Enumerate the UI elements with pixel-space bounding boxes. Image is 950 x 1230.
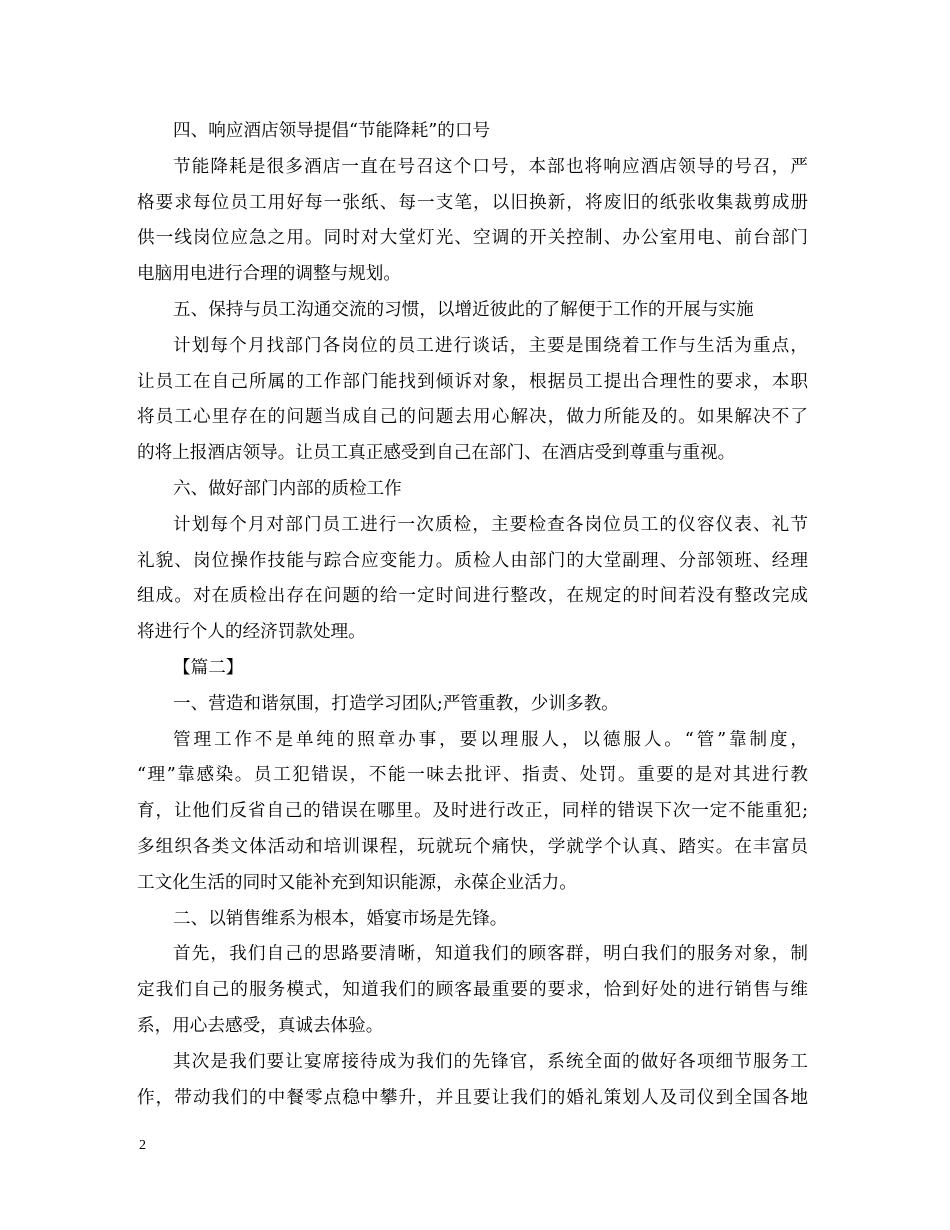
paragraph (137, 155, 808, 298)
text-line: 组成。对在质检出存在问题的给一定时间进行整改，在规定的时间若没有整改完成 (137, 586, 808, 607)
text-line: 电脑用电进行合理的调整与规划。 (137, 264, 401, 285)
text-line: 礼貌、岗位操作技能与踪合应变能力。质检人由部门的大堂副理、分部领班、经理 (137, 550, 808, 571)
text-line: 定我们自己的服务模式，知道我们的顾客最重要的要求，恰到好处的进行销售与维 (137, 980, 808, 1001)
text-line: 将员工心里存在的问题当成自己的问题去用心解决，做力所能及的。如果解决不了 (137, 407, 808, 428)
paragraph (137, 907, 808, 943)
text-line: 五、保持与员工沟通交流的习惯，以增近彼此的了解便于工作的开展与实施 (173, 299, 754, 320)
text-line: 计划每个月找部门各岗位的员工进行谈话，主要是围绕着工作与生活为重点， (173, 335, 808, 356)
text-line: 作，带动我们的中餐零点稳中攀升，并且要让我们的婚礼策划人及司仪到全国各地 (137, 1087, 808, 1108)
text-line: 多组织各类文体活动和培训课程，玩就玩个痛快，学就学个认真、踏实。在丰富员 (137, 836, 808, 857)
paragraph (137, 728, 808, 907)
text-line: 四、响应酒店领导提倡“节能降耗”的口号 (173, 121, 491, 141)
text-line: 一、营造和谐氛围，打造学习团队;严管重教，少训多教。 (173, 693, 619, 714)
text-line: 节能降耗是很多酒店一直在号召这个口号，本部也将响应酒店领导的号召，严 (173, 156, 808, 177)
document-body (137, 119, 808, 1121)
text-line: 二、以销售维系为根本，婚宴市场是先锋。 (173, 908, 508, 929)
paragraph (137, 298, 808, 334)
paragraph (137, 513, 808, 656)
paragraph (137, 942, 808, 1049)
text-line: 计划每个月对部门员工进行一次质检，主要检查各岗位员工的仪容仪表、礼节 (173, 514, 808, 535)
text-line: 管理工作不是单纯的照章办事，要以理服人，以德服人。“管”靠制度， (173, 729, 808, 750)
text-line: “理”靠感染。员工犯错误，不能一味去批评、指责、处罚。重要的是对其进行教 (137, 765, 808, 786)
paragraph (137, 477, 808, 513)
text-line: 将进行个人的经济罚款处理。 (137, 622, 366, 643)
text-line: 首先，我们自己的思路要清晰，知道我们的顾客群，明白我们的服务对象，制 (173, 944, 808, 965)
text-line: 六、做好部门内部的质检工作 (173, 478, 402, 499)
text-line: 格要求每位员工用好每一张纸、每一支笔，以旧换新，将废旧的纸张收集裁剪成册 (137, 192, 808, 213)
text-line: 育，让他们反省自己的错误在哪里。及时进行改正，同样的错误下次一定不能重犯; (137, 801, 808, 822)
text-line: 供一线岗位应急之用。同时对大堂灯光、空调的开关控制、办公室用电、前台部门 (137, 228, 808, 249)
text-line: 其次是我们要让宴席接待成为我们的先锋官，系统全面的做好各项细节服务工 (173, 1051, 808, 1072)
paragraph (137, 656, 808, 692)
page-number: 2 (139, 1138, 146, 1153)
paragraph (137, 1050, 808, 1122)
text-line: 系，用心去感受，真诚去体验。 (137, 1015, 384, 1036)
paragraph (137, 692, 808, 728)
text-line: 【篇二】 (173, 657, 244, 678)
text-line: 让员工在自己所属的工作部门能找到倾诉对象，根据员工提出合理性的要求，本职 (137, 371, 808, 392)
paragraph (137, 334, 808, 477)
paragraph (137, 119, 808, 155)
text-line: 的将上报酒店领导。让员工真正感受到自己在部门、在酒店受到尊重与重视。 (137, 443, 736, 464)
text-line: 工文化生活的同时又能补充到知识能源，永葆企业活力。 (137, 872, 577, 893)
